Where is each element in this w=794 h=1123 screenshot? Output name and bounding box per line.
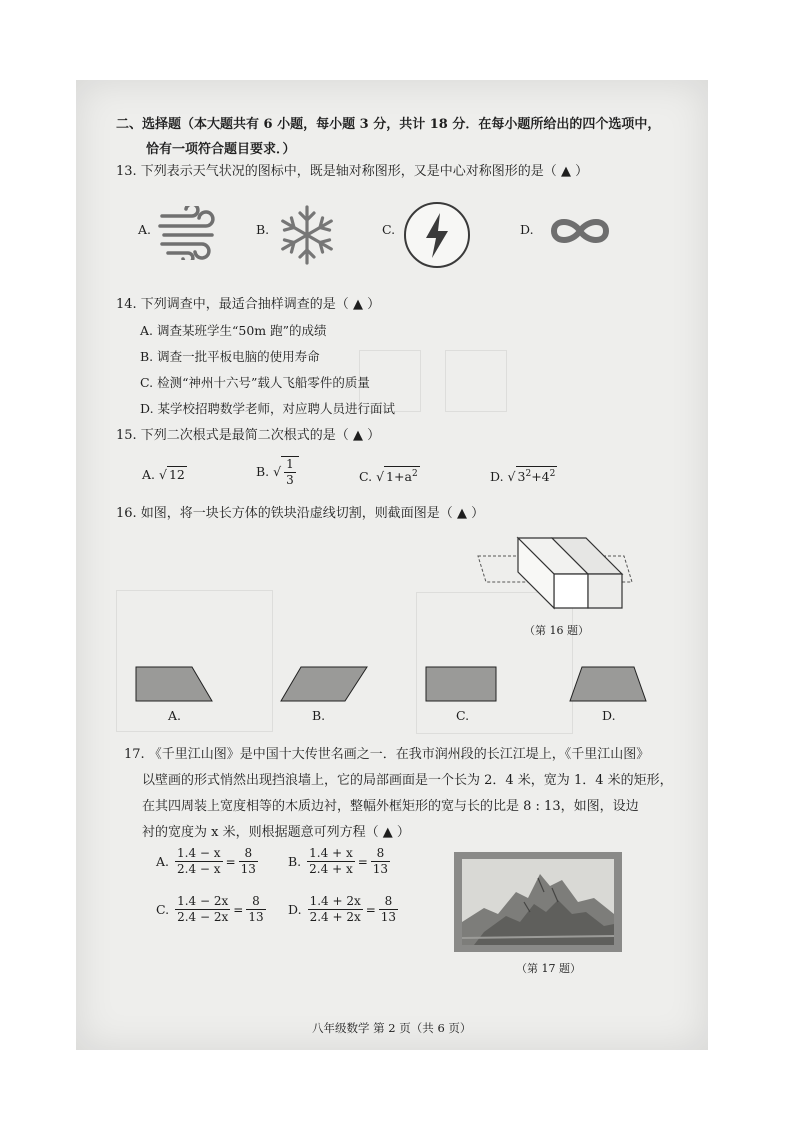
q17-option-b: B. $\frac{1.4 + x}{2.4 + x}$ = $\frac{8}{13}$ xyxy=(288,846,389,876)
q17-option-a: A. $\frac{1.4 - x}{2.4 - x}$ = $\frac{8}{13}$ xyxy=(156,846,256,876)
q13-option-d-label: D. xyxy=(520,222,534,237)
page-footer: 八年级数学 第 2 页（共 6 页） xyxy=(312,1021,472,1035)
infinity-icon xyxy=(548,214,612,248)
q14-option-d: D. 某学校招聘数学老师，对应聘人员进行面试 xyxy=(140,401,396,416)
q16-option-c-label: C. xyxy=(456,708,470,723)
q16-caption: （第 16 题） xyxy=(524,624,589,637)
q17-stem-line-4: 衬的宽度为 x 米，则根据题意可列方程（ ▲ ） xyxy=(142,825,410,840)
q17-stem-line-1: 17. 《千里江山图》是中国十大传世名画之一．在我市润州段的长江江堤上，《千里江山图》 xyxy=(124,747,650,762)
exam-page xyxy=(76,80,708,1050)
wind-icon xyxy=(158,206,220,260)
lightning-icon xyxy=(402,200,472,270)
q15-option-d: D. √ $3^2+4^2$ xyxy=(490,466,557,484)
q17-painting-image xyxy=(454,852,622,952)
q14-option-a: A. 调查某班学生“50m 跑”的成绩 xyxy=(140,323,327,338)
snowflake-icon xyxy=(274,204,340,266)
q16-option-b-label: B. xyxy=(312,708,326,723)
q17-caption: （第 17 题） xyxy=(516,962,581,975)
q17-option-c: C. $\frac{1.4 - 2x}{2.4 - 2x}$ = $\frac{8}{13}$ xyxy=(156,894,264,924)
q14-option-c: C. 检测“神州十六号”载人飞船零件的质量 xyxy=(140,375,370,390)
q15-option-c: C. √ $1+a^2$ xyxy=(359,466,420,484)
q14-stem: 14. 下列调查中，最适合抽样调查的是（ ▲ ） xyxy=(116,297,381,312)
q16-option-a-shape xyxy=(134,665,214,703)
q16-cuboid-figure xyxy=(474,520,634,620)
q15-option-a: A. √ 12 xyxy=(142,467,185,482)
q16-option-d-shape xyxy=(568,665,648,703)
q16-stem: 16. 如图，将一块长方体的铁块沿虚线切割，则截面图是（ ▲ ） xyxy=(116,506,485,521)
q16-option-a-label: A. xyxy=(168,708,182,723)
q15-option-b: B. √ $\frac{1}{3}$ xyxy=(256,456,299,488)
q13-option-c-label: C. xyxy=(382,222,396,237)
q13-option-a-label: A. xyxy=(138,222,152,237)
q17-option-d: D. $\frac{1.4 + 2x}{2.4 + 2x}$ = $\frac{8}{13}$ xyxy=(288,894,397,924)
q17-stem-line-2: 以壁画的形式悄然出现挡浪墙上，它的局部画面是一个长为 2．4 米，宽为 1．4 米的矩形， xyxy=(142,773,673,788)
q17-stem-line-3: 在其四周装上宽度相等的木质边衬，整幅外框矩形的宽与长的比是 8 : 13，如图，设边 xyxy=(142,799,639,814)
section-heading-cont: 恰有一项符合题目要求．） xyxy=(146,142,296,157)
q13-stem: 13. 下列表示天气状况的图标中，既是轴对称图形，又是中心对称图形的是（ ▲ ） xyxy=(116,164,589,179)
q16-option-b-shape xyxy=(279,665,369,703)
q14-option-b: B. 调查一批平板电脑的使用寿命 xyxy=(140,349,320,364)
q16-option-d-label: D. xyxy=(602,708,616,723)
q15-stem: 15. 下列二次根式是最简二次根式的是（ ▲ ） xyxy=(116,428,381,443)
q13-option-b-label: B. xyxy=(256,222,270,237)
q16-option-c-shape xyxy=(424,665,498,703)
section-heading: 二、选择题（本大题共有 6 小题，每小题 3 分，共计 18 分．在每小题所给出的四个选项中， xyxy=(116,117,661,132)
